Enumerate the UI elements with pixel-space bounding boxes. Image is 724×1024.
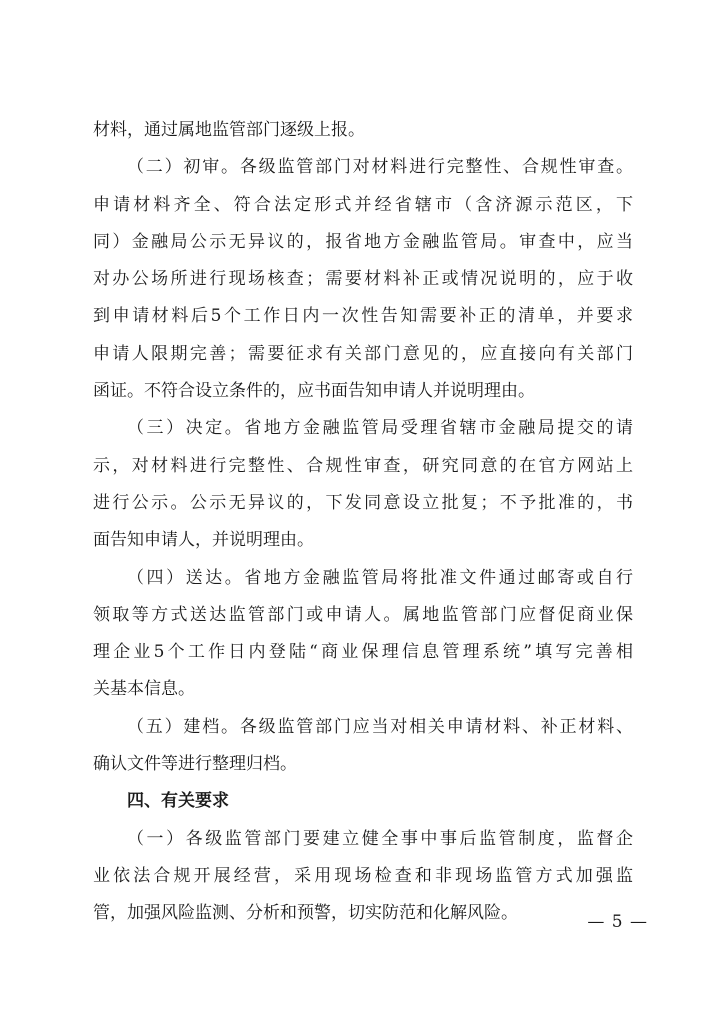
text-line: 到申请材料后5个工作日内一次性告知需要补正的清单，并要求: [93, 306, 633, 327]
text-line: （二）初审。各级监管部门对材料进行完整性、合规性审查。: [127, 157, 633, 178]
body-text: [93, 112, 633, 933]
text-line: 材料，通过属地监管部门逐级上报。: [93, 120, 365, 140]
text-line: 申请材料齐全、符合法定形式并经省辖市（含济源示范区，下: [93, 194, 633, 215]
page-number: — 5 —: [587, 912, 648, 932]
text-line: （一）各级监管部门要建立健全事中事后监管制度，监督企: [127, 828, 633, 849]
text-line: 理企业5个工作日内登陆“商业保理信息管理系统”填写完善相: [93, 642, 633, 663]
text-line: 函证。不符合设立条件的，应书面告知申请人并说明理由。: [93, 381, 535, 402]
text-line: 领取等方式送达监管部门或申请人。属地监管部门应督促商业保: [93, 604, 633, 625]
text-line: 关基本信息。: [93, 679, 195, 700]
text-line: 进行公示。公示无异议的，下发同意设立批复；不予批准的，书: [93, 492, 633, 513]
text-line: （三）决定。省地方金融监管局受理省辖市金融局提交的请: [127, 418, 633, 439]
text-line: （四）送达。省地方金融监管局将批准文件通过邮寄或自行: [127, 567, 633, 588]
text-line: （五）建档。各级监管部门应当对相关申请材料、补正材料、: [127, 716, 633, 737]
text-line: 同）金融局公示无异议的，报省地方金融监管局。审查中，应当: [93, 231, 633, 252]
text-line: 确认文件等进行整理归档。: [93, 754, 297, 775]
section-heading: 四、有关要求: [127, 791, 229, 812]
text-line: 示，对材料进行完整性、合规性审查，研究同意的在官方网站上: [93, 455, 633, 476]
text-line: 面告知申请人，并说明理由。: [93, 530, 314, 551]
text-line: 申请人限期完善；需要征求有关部门意见的，应直接向有关部门: [93, 343, 633, 364]
text-line: 对办公场所进行现场核查；需要材料补正或情况说明的，应于收: [93, 269, 633, 290]
text-line: 业依法合规开展经营，采用现场检查和非现场监管方式加强监: [93, 865, 633, 886]
text-line: 管，加强风险监测、分析和预警，切实防范和化解风险。: [93, 903, 518, 924]
